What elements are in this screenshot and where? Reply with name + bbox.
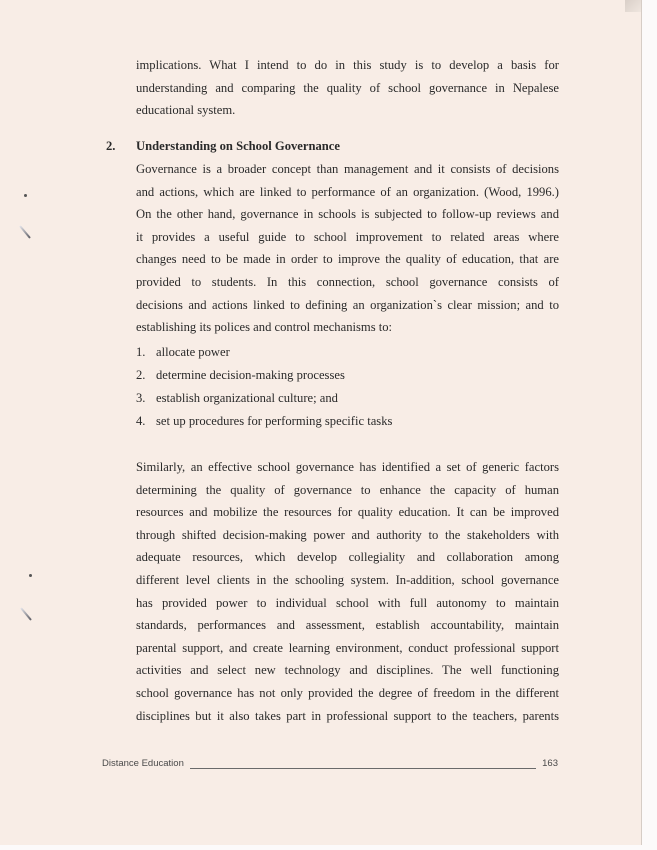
text-line: resources and mobilize the resources for quality education. It can be improved	[136, 505, 559, 520]
section-title: Understanding on School Governance	[136, 139, 340, 153]
intro-paragraph	[136, 54, 559, 122]
list-text: establish organizational culture; and	[156, 391, 338, 405]
page-number: 163	[542, 758, 558, 769]
text-line: it provides a useful guide to school improvement to related areas where	[136, 229, 559, 244]
list-number: 3.	[136, 391, 146, 405]
text-line: educational system.	[136, 103, 236, 118]
scan-speck	[29, 574, 32, 577]
text-line: Similarly, an effective school governance has identified a set of generic factors	[136, 460, 559, 474]
text-line: On the other hand, governance in schools is subjected to follow-up reviews and	[136, 207, 559, 222]
text-line: standards, performances and assessment, establish accountability, maintain	[136, 618, 559, 633]
governance-paragraph	[136, 158, 559, 339]
text-line: adequate resources, which develop collegiality and collaboration among	[136, 550, 559, 565]
list-text: determine decision-making processes	[156, 368, 345, 382]
list-number: 1.	[136, 345, 146, 359]
text-line: provided to students. In this connection, school governance consists of	[136, 274, 559, 289]
text-line: establishing its polices and control mechanisms to:	[136, 320, 393, 335]
text-line: and actions, which are linked to performance of an organization. (Wood, 1996.)	[136, 184, 559, 199]
text-line: understanding and comparing the quality of school governance in Nepalese	[136, 80, 559, 95]
list-text: set up procedures for performing specific tasks	[156, 414, 393, 428]
section-number: 2.	[106, 139, 116, 153]
list-item	[136, 368, 345, 383]
list-text: allocate power	[156, 345, 230, 359]
text-line: has provided power to individual school with full autonomy to maintain	[136, 595, 559, 610]
footer-rule	[190, 768, 536, 769]
list-number: 4.	[136, 414, 146, 428]
scan-speck	[24, 194, 27, 197]
text-line: parental support, and create learning environment, conduct professional support	[136, 640, 559, 655]
text-line: different level clients in the schooling system. In-addition, school governance	[136, 572, 559, 587]
list-item	[136, 414, 392, 429]
text-line: determining the quality of governance to enhance the capacity of human	[136, 482, 559, 497]
footer-label: Distance Education	[102, 758, 184, 769]
text-line: disciplines but it also takes part in professional support to the teachers, parents	[136, 708, 559, 723]
scan-margin	[642, 0, 657, 850]
page-footer	[102, 758, 558, 774]
text-line: changes need to be made in order to improve the quality of education, that are	[136, 252, 559, 267]
text-line: Governance is a broader concept than management and it consists of decisions	[136, 162, 559, 176]
text-line: through shifted decision-making power and authority to the stakeholders with	[136, 527, 559, 542]
list-item	[136, 345, 230, 360]
list-item	[136, 391, 338, 406]
text-line: decisions and actions linked to defining an organization`s clear mission; and to	[136, 297, 559, 312]
list-number: 2.	[136, 368, 146, 382]
page-corner-shadow	[625, 0, 641, 12]
text-line: school governance has not only provided the degree of freedom in the different	[136, 685, 559, 700]
text-line: implications. What I intend to do in this study is to develop a basis for	[136, 58, 559, 72]
scan-bottom-margin	[0, 845, 657, 850]
text-line: activities and select new technology and disciplines. The well functioning	[136, 663, 559, 678]
factors-paragraph	[136, 456, 559, 727]
